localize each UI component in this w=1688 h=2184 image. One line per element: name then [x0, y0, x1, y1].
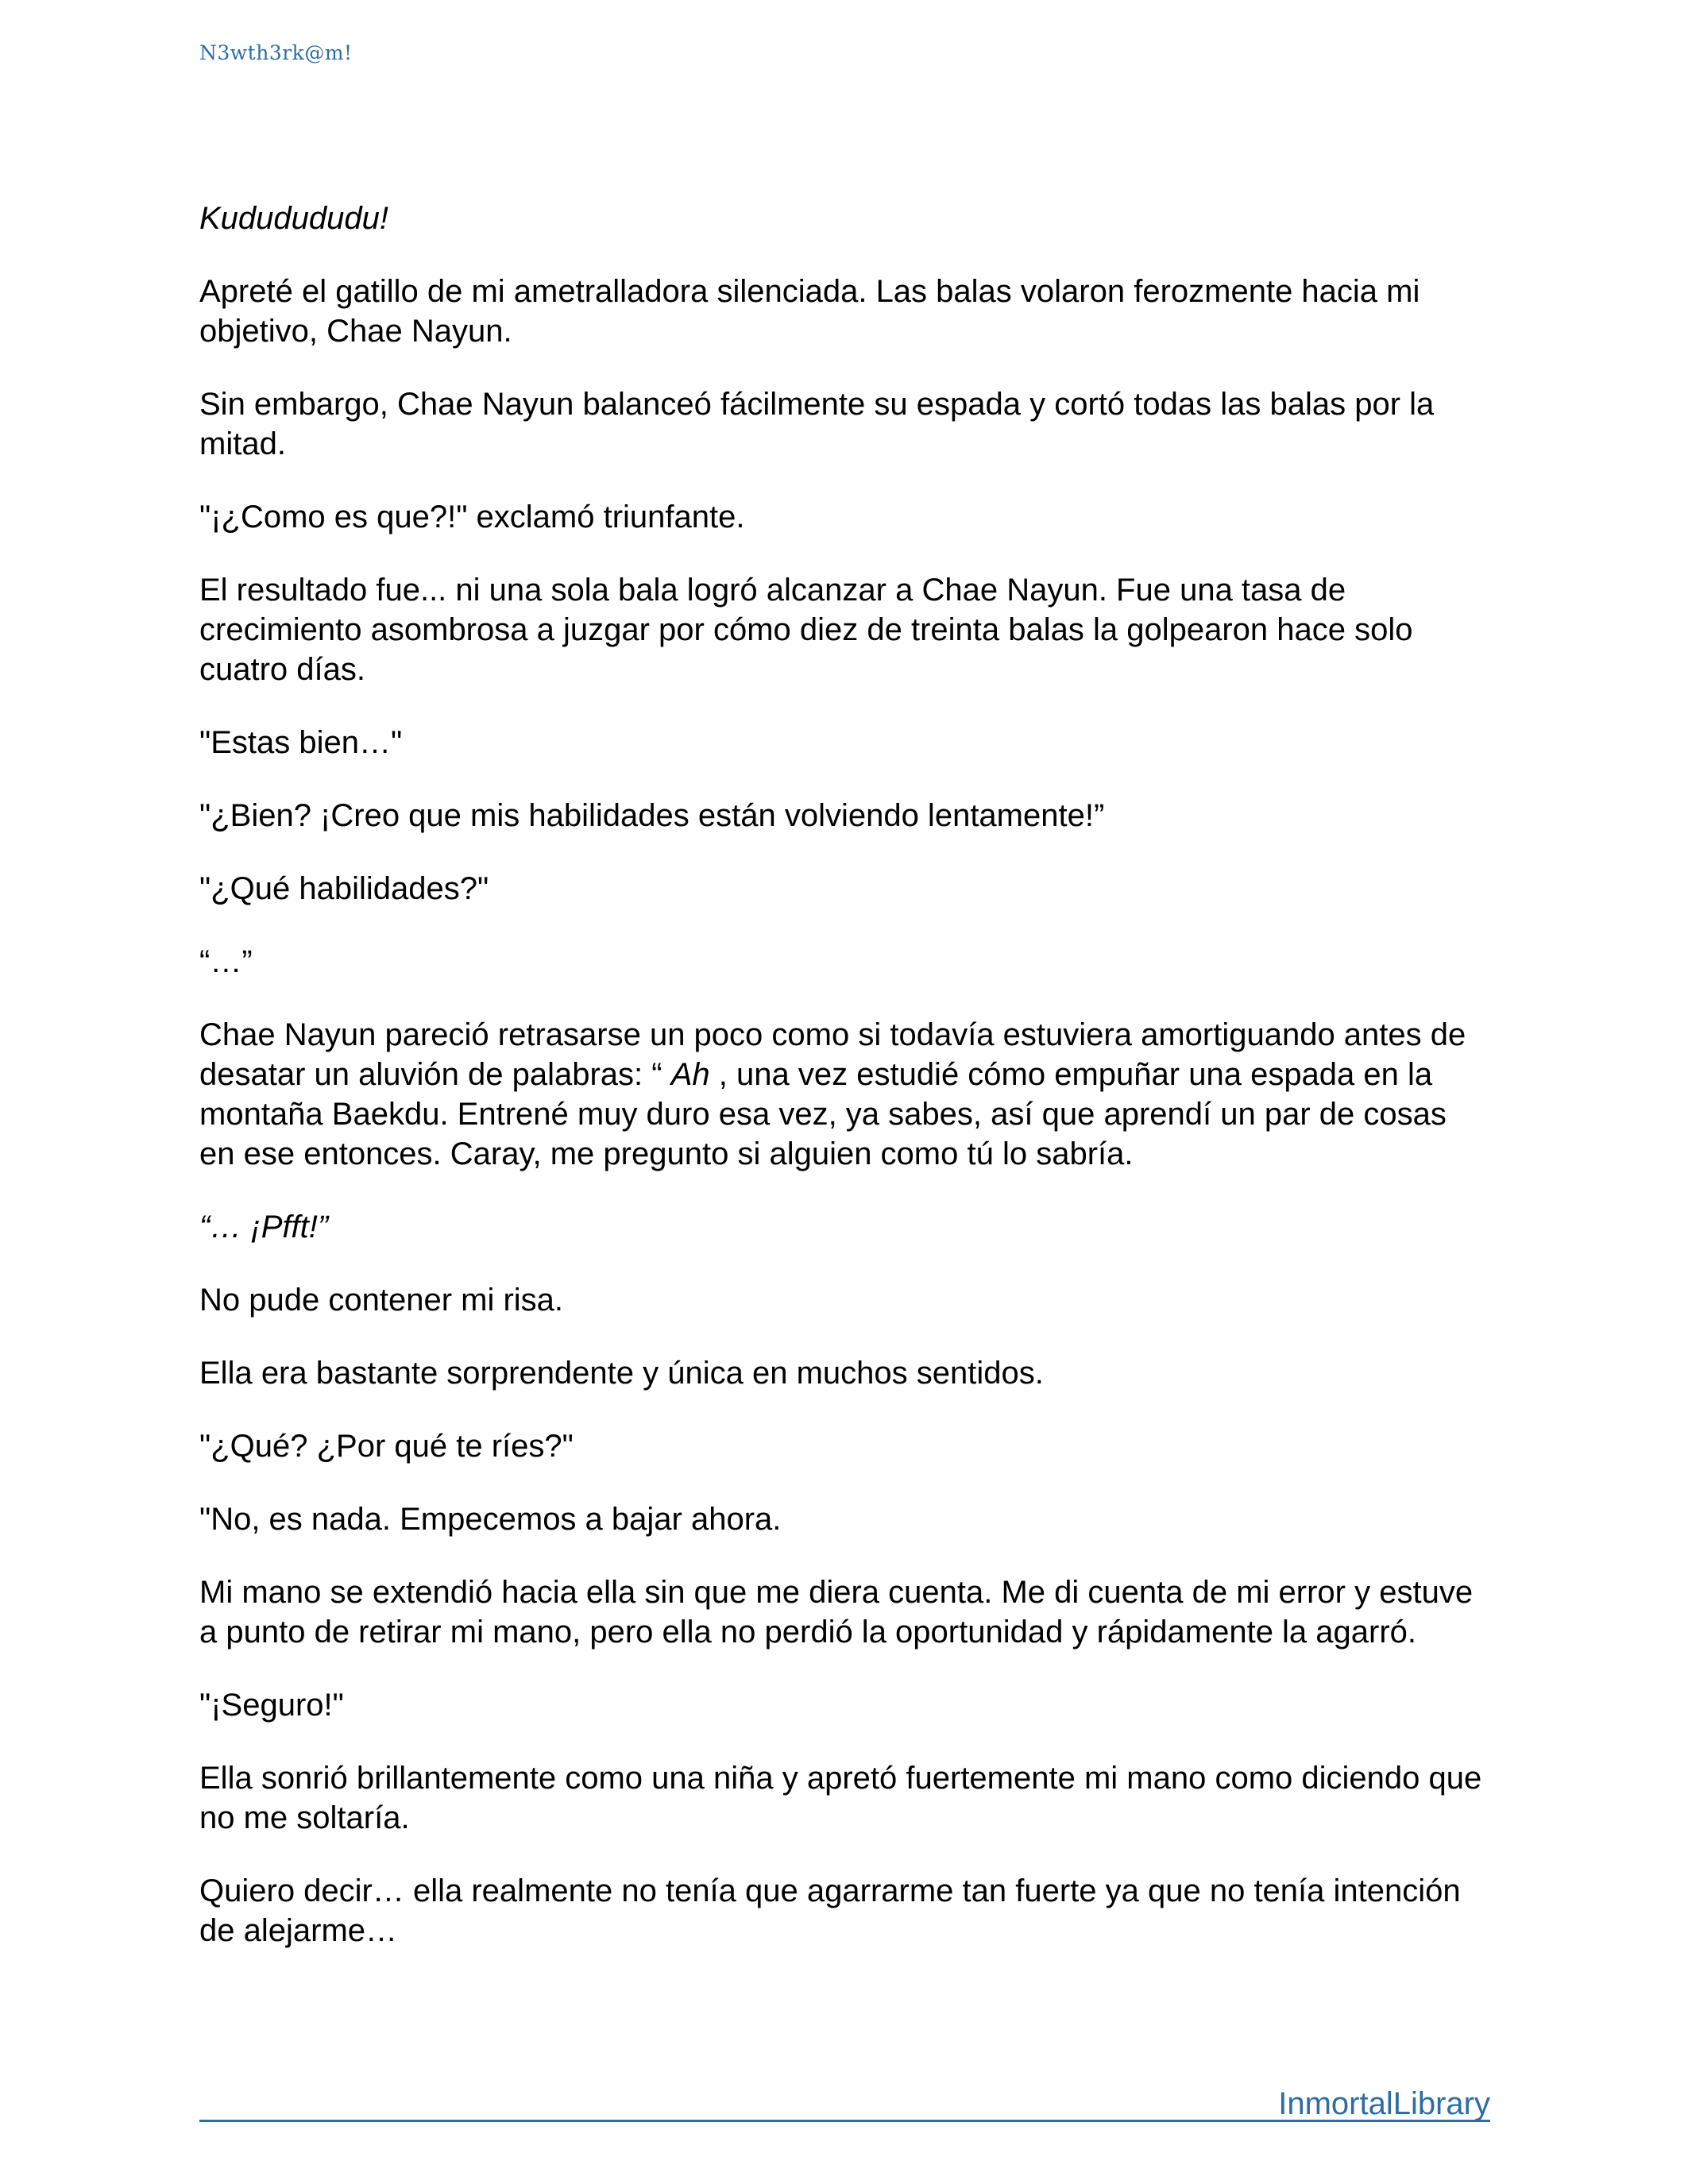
paragraph-dialogue: "Estas bien…" — [199, 725, 403, 760]
paragraph: El resultado fue... ni una sola bala logró alcanzar a Chae Nayun. Fue una tasa de crecimiento asombrosa a juzgar por cómo diez de treinta balas la golpearon hace solo cuatro días. — [199, 573, 1413, 687]
paragraph-mixed — [199, 1015, 1490, 1174]
paragraph-dialogue: "¿Qué? ¿Por qué te ríes?" — [199, 1429, 574, 1464]
paragraph-dialogue: “…” — [199, 944, 253, 979]
paragraph: Apreté el gatillo de mi ametralladora silenciada. Las balas volaron ferozmente hacia mi objetivo, Chae Nayun. — [199, 274, 1420, 349]
paragraph: Quiero decir… ella realmente no tenía que agarrarme tan fuerte ya que no tenía intención de alejarme… — [199, 1873, 1461, 1948]
paragraph: Sin embargo, Chae Nayun balanceó fácilmente su espada y cortó todas las balas por la mitad. — [199, 387, 1435, 461]
paragraph-dialogue-italic: “… ¡Pfft!” — [199, 1210, 329, 1244]
paragraph: Ella sonrió brillantemente como una niña y apretó fuertemente mi mano como diciendo que no me soltaría. — [199, 1761, 1482, 1835]
paragraph-sound-effect: Kududududu! — [199, 201, 389, 236]
footer-library-link[interactable]: InmortalLibrary — [1278, 2086, 1490, 2121]
paragraph-text-before: Chae Nayun pareció retrasarse un poco como si todavía estuviera amortiguando antes de desatar un aluvión de palabras: “ — [199, 1017, 1466, 1092]
paragraph-dialogue: "¡¿Como es que?!" exclamó triunfante. — [199, 500, 745, 534]
paragraph-dialogue: "¿Qué habilidades?" — [199, 871, 489, 906]
paragraph-italic-word: Ah — [670, 1057, 710, 1092]
header-watermark: N3wth3rk@m! — [199, 41, 353, 64]
paragraph-dialogue: "No, es nada. Empecemos a bajar ahora. — [199, 1502, 782, 1537]
paragraph-dialogue: "¿Bien? ¡Creo que mis habilidades están volviendo lentamente!” — [199, 798, 1105, 833]
paragraph-dialogue: "¡Seguro!" — [199, 1688, 344, 1723]
paragraph-text-after: , una vez estudié cómo empuñar una espada en la montaña Baekdu. Entrené muy duro esa vez, ya sabes, así que aprendí un par de cosas en ese entonces. Caray, me pregunto si alguien como tú lo sabría. — [199, 1057, 1447, 1171]
paragraph: No pude contener mi risa. — [199, 1283, 564, 1318]
paragraph: Ella era bastante sorprendente y única en muchos sentidos. — [199, 1356, 1044, 1391]
document-body — [199, 199, 1490, 1984]
paragraph: Mi mano se extendió hacia ella sin que me diera cuenta. Me di cuenta de mi error y estuve a punto de retirar mi mano, pero ella no perdió la oportunidad y rápidamente la agarró. — [199, 1575, 1474, 1650]
